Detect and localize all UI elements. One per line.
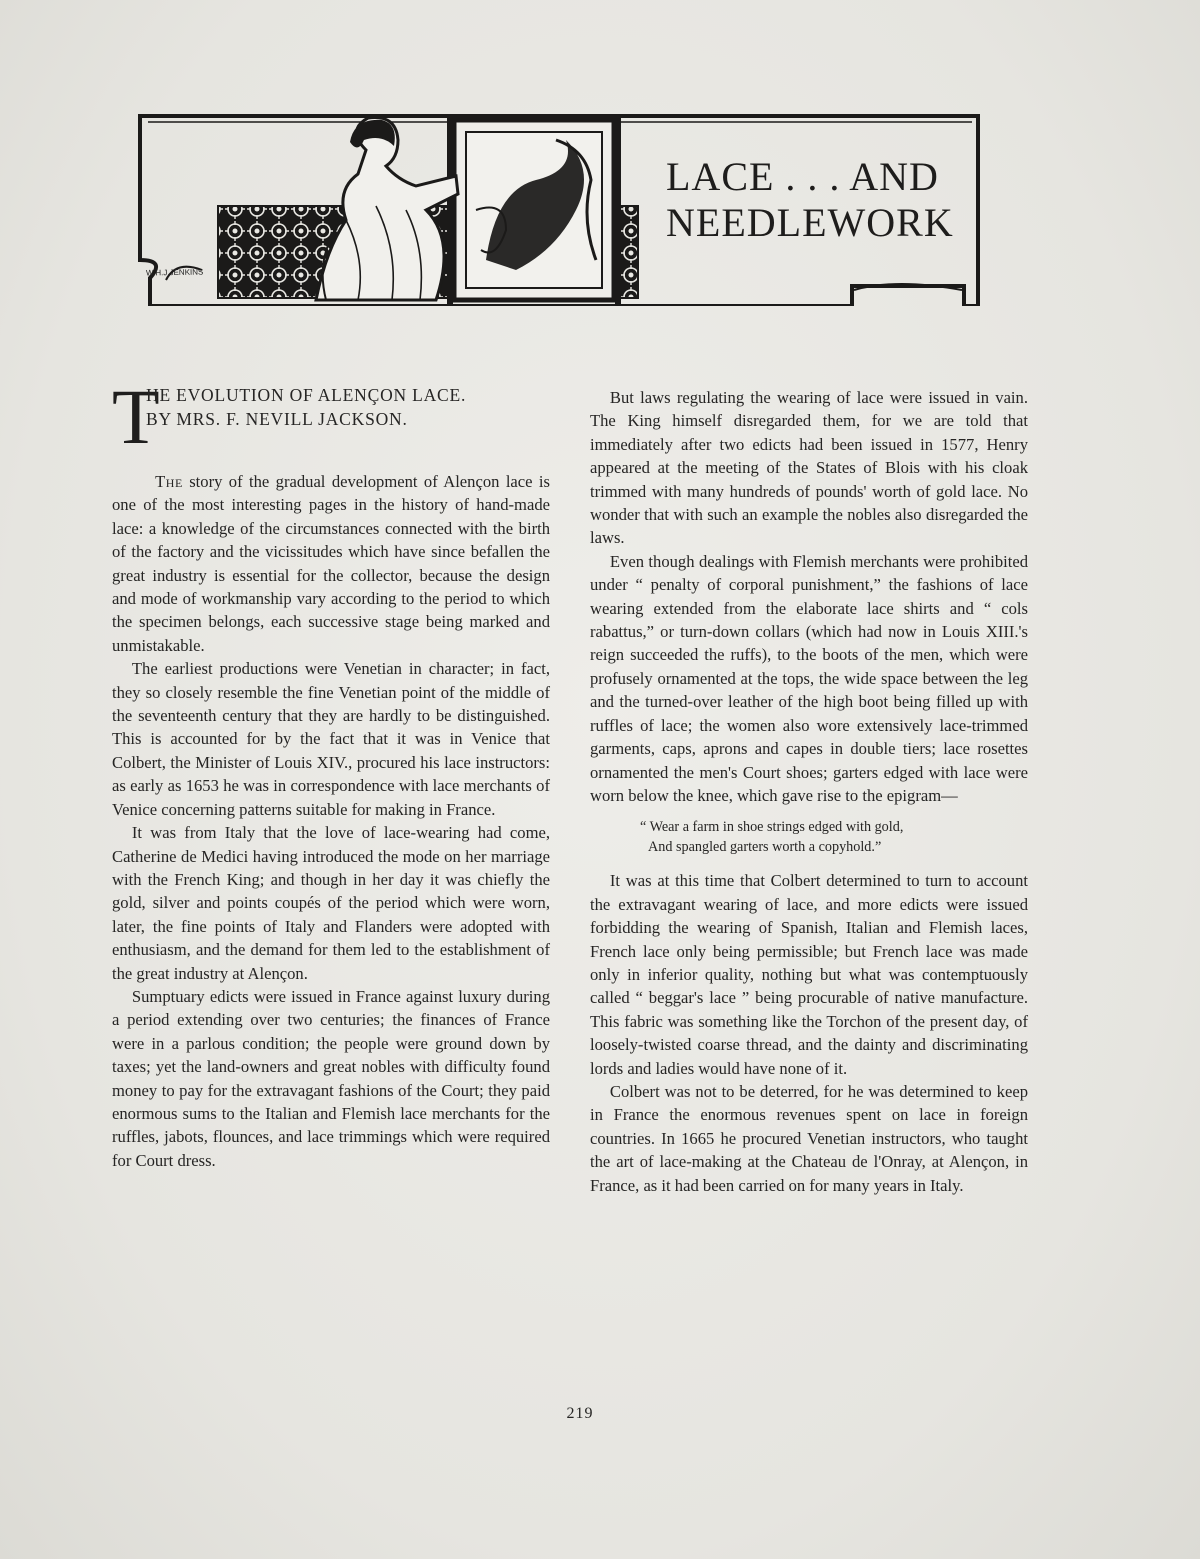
paragraph: The story of the gradual development of Alençon lace is one of the most interesting pages in the history of hand-made lace: a knowledge of the circumstances connected with the birth of the factory and the vicissitudes which have since befallen the great industry is essential for the collector, because the design and mode of workmanship vary according to the period to which the specimen belongs, each successive stage being marked and unmistakable. [112, 472, 550, 655]
article-title: HE EVOLUTION OF ALENÇON LACE. [146, 385, 467, 405]
quote-line: And spangled garters worth a copyhold.” [648, 839, 882, 856]
right-column [590, 386, 1028, 1197]
paragraph: Sumptuary edicts were issued in France against luxury during a period extending over two centuries; the finances of France were in a parlous condition; the people were ground down by taxes; yet the land-owners and great nobles with difficulty found money to pay for the extravagant fashions of the Court; they paid enormous sums to the Italian and Flemish lace merchants for the ruffles, jabots, flounces, and lace trimmings which were required for Court dress. [112, 986, 550, 1170]
paragraph: But laws regulating the wearing of lace were issued in vain. The King himself disregarded them, for we are told that immediately after two edicts had been issued in 1577, Henry appeared at the meeting of the States of Blois with his cloak trimmed with many hundreds of pounds' worth of gold lace. No wonder that with such an example the nobles also disregarded the laws. [590, 388, 1028, 548]
banner-title-line1: LACE . . . AND [666, 154, 939, 199]
lead-word: The [155, 472, 183, 491]
banner-title [666, 154, 976, 246]
epigram-quote [640, 817, 1028, 857]
paragraph: It was from Italy that the love of lace-wearing had come, Catherine de Medici having introduced the mode on her marriage with the French King; and though in her day it was chiefly the gold, silver and points coupés of the period which were worn, later, the fine points of Italy and Flanders were adopted with enthusiasm, and the demand for them led to the establishment of the great industry at Alençon. [112, 823, 550, 983]
header-banner [136, 110, 982, 306]
paragraph: It was at this time that Colbert determined to turn to account the extravagant wearing of lace, and more edicts were issued forbidding the wearing of Spanish, Italian and Flemish laces, French lace only being permissible; but French lace was made only in inferior quality, nothing but what was contemptuously called “ beggar's lace ” being procurable of native manufacture. This fabric was something like the Torchon of the present day, of loosely-twisted coarse thread, and the dainty and discriminating lords and ladies would have none of it. [590, 871, 1028, 1078]
banner-title-line2: NEEDLEWORK [666, 200, 954, 245]
page-number: 219 [566, 1405, 594, 1422]
quote-line: “ Wear a farm in shoe strings edged with gold, [640, 819, 904, 836]
drop-cap: T [112, 373, 160, 460]
left-column [112, 373, 550, 1172]
article-heading [112, 373, 550, 460]
paragraph: Even though dealings with Flemish merchants were prohibited under “ penalty of corporal punishment,” the fashions of lace wearing extended from the elaborate lace shirts and “ cols rabattus,” or turn-down collars (which had now in Louis XIII.'s reign succeeded the ruffs), to the boots of the men, which were profusely ornamented at the tops, the wide space between the leg and the turned-over leather of the high boot being filled up with ruffles of lace; the women also wore extensively lace-trimmed garments, caps, aprons and capes in double tiers; lace rosettes ornamented the men's Court shoes; garters edged with lace were worn below the knee, which gave rise to the epigram— [590, 551, 1028, 805]
article-byline: BY MRS. F. NEVILL JACKSON. [146, 409, 408, 429]
artist-signature: W.H.J.JENKINS [145, 267, 204, 278]
paragraph: The earliest productions were Venetian in character; in fact, they so closely resemble the fine Venetian point of the middle of the seventeenth century that they are hardly to be distinguished. This is accounted for by the fact that it was in Venice that Colbert, the Minister of Louis XIV., procured his lace instructors: as early as 1653 he was in correspondence with lace merchants of Venice concerning patterns suitable for making in France. [112, 659, 550, 819]
paragraph: Colbert was not to be deterred, for he was determined to keep in France the enormous revenues spent on lace in foreign countries. In 1665 he procured Venetian instructors, who taught the art of lace-making at the Chateau de l'Onray, at Alençon, in France, as it had been carried on for many years in Italy. [590, 1081, 1028, 1195]
